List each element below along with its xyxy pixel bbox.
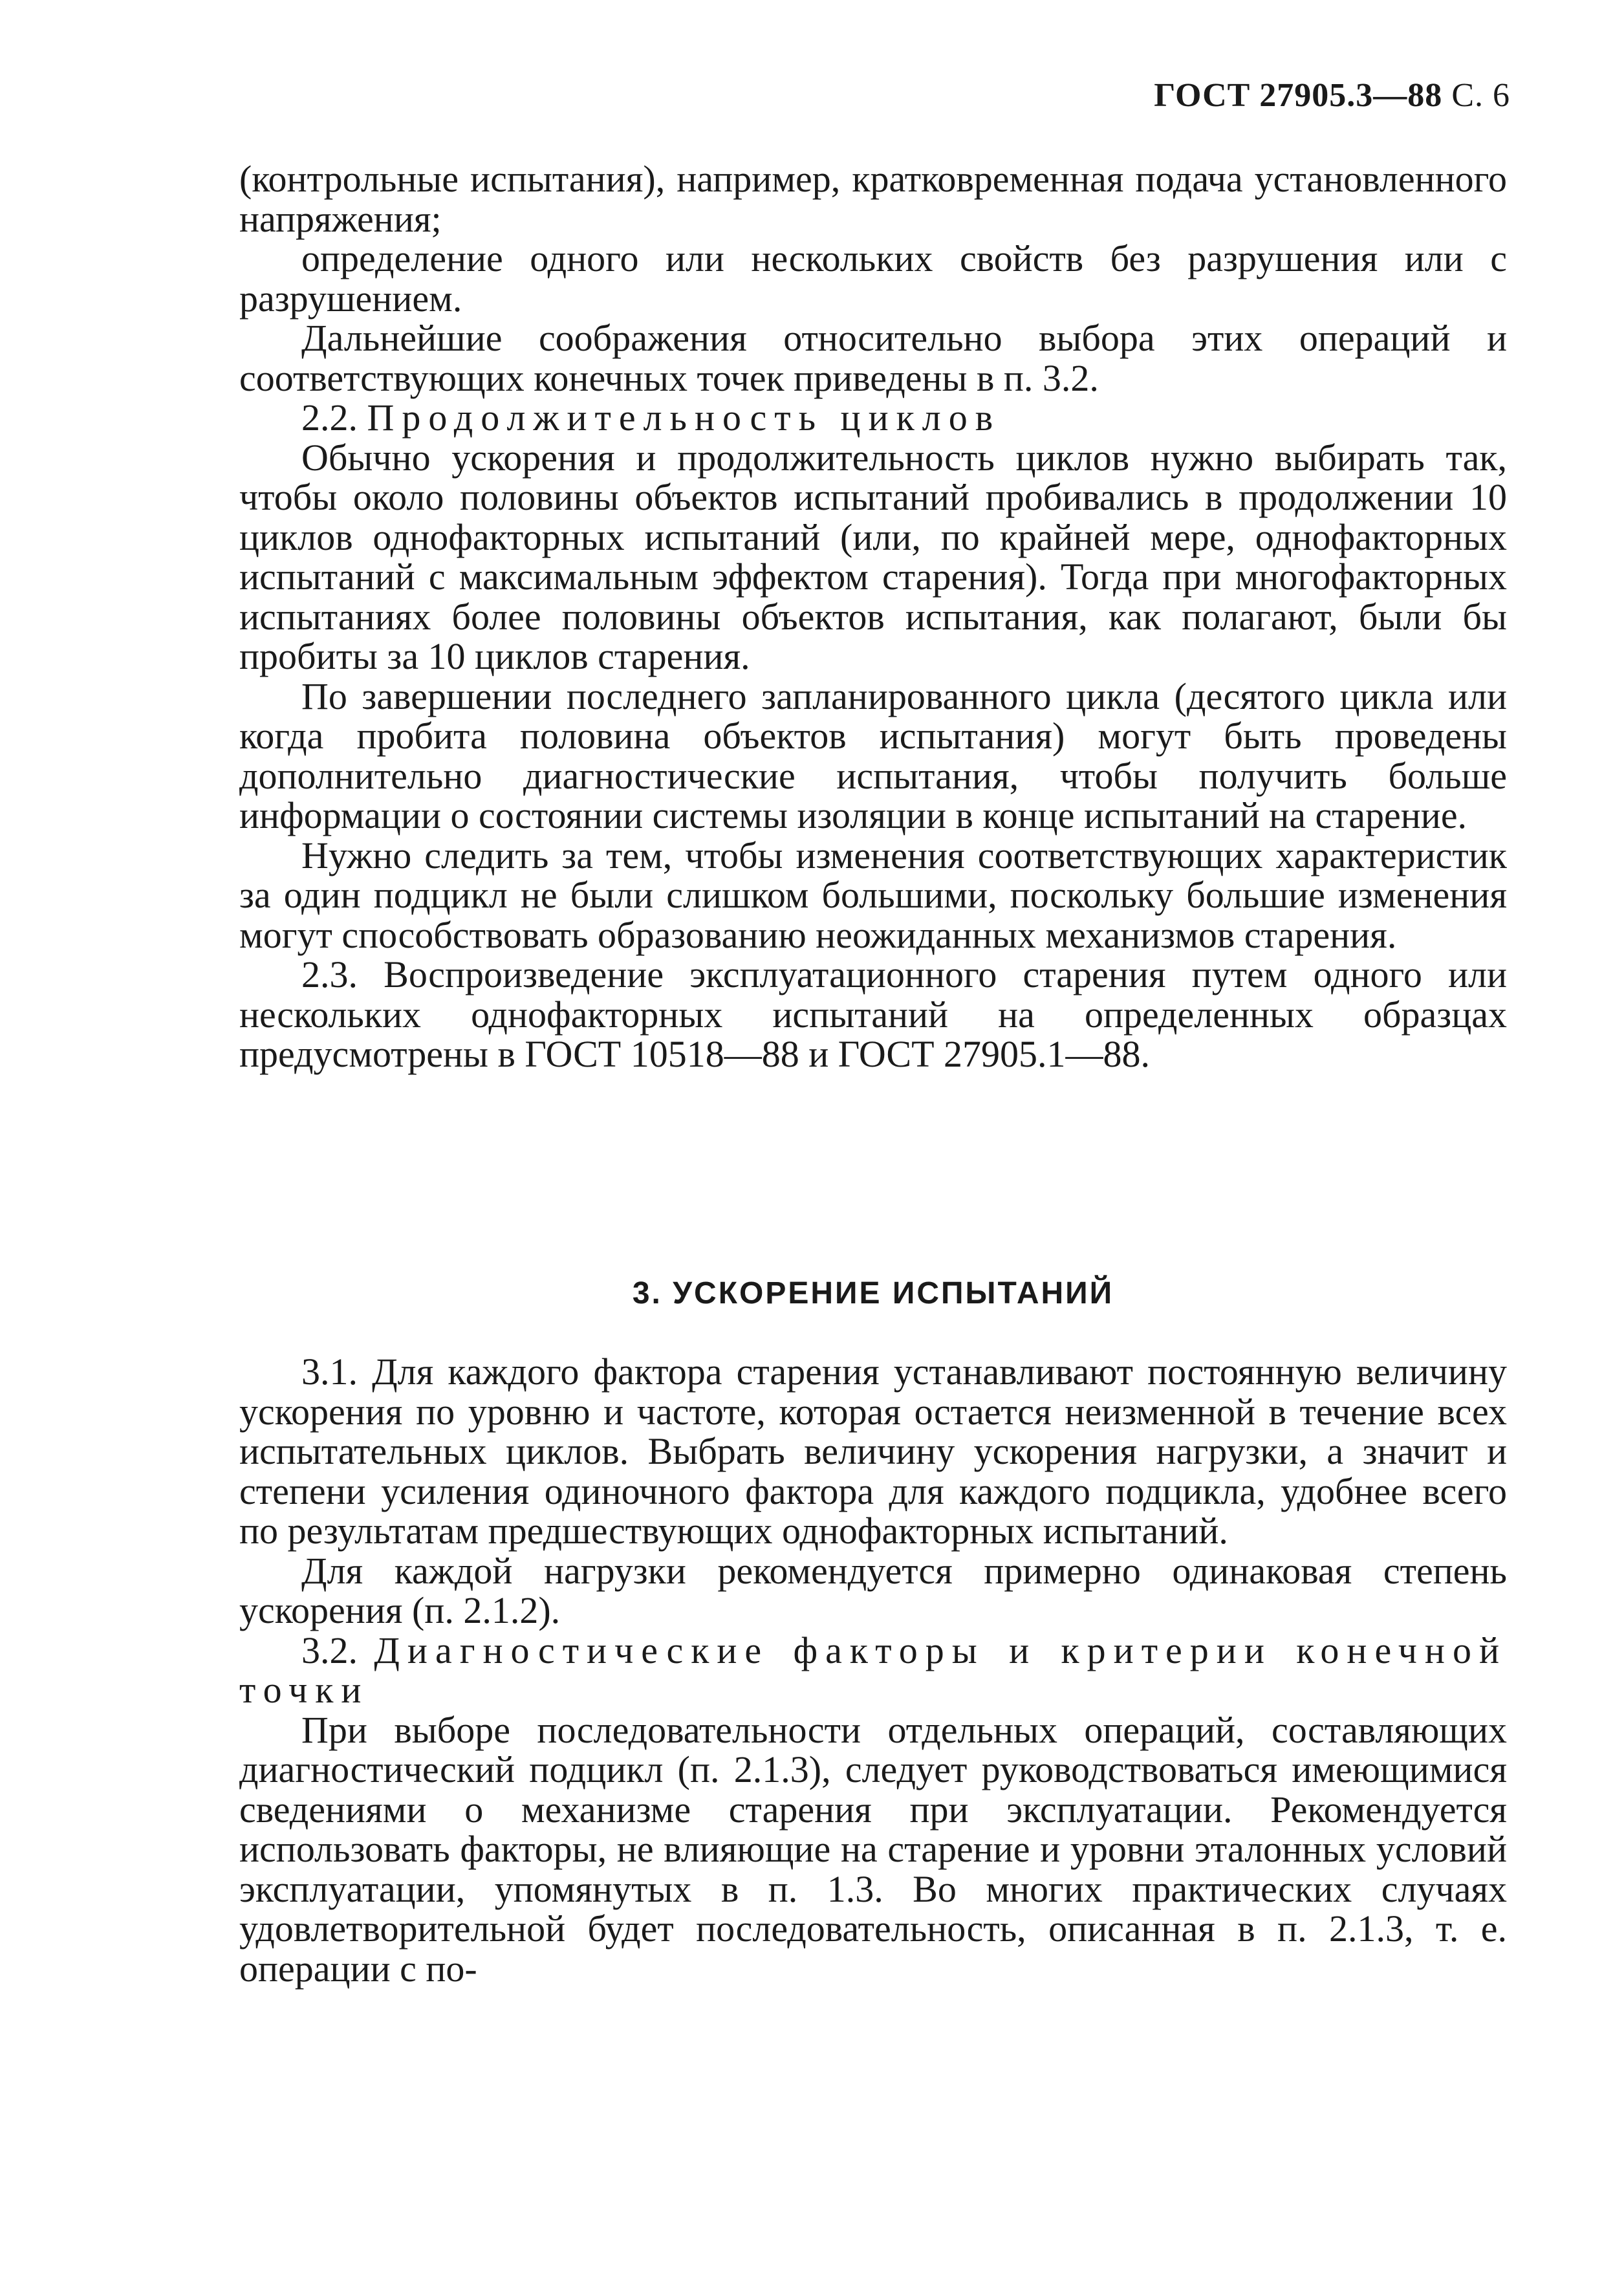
page-header: [1154, 76, 1510, 115]
standard-number: ГОСТ 27905.3—88: [1154, 77, 1443, 114]
paragraph-characteristic-changes: Нужно следить за тем, чтобы изменения соответствующих характеристик за один подцикл не были слишком большими, поскольку большие изменения могут способствовать образованию неожиданных механизмов старения.: [239, 834, 1507, 956]
paragraph-control-tests: (контрольные испытания), например, кратковременная подача установленного напряжения;: [239, 158, 1507, 240]
clause-3-2-title: [239, 1631, 1507, 1710]
paragraph-diagnostic-tests: По завершении последнего запланированного цикла (десятого цикла или когда пробита половина объектов испытания) могут быть проведены дополнительно диагностические испытания, чтобы получить больше информации о состоянии системы изоляции в конце испытаний на старение.: [239, 675, 1507, 836]
section-2-continued: [239, 159, 1507, 1074]
paragraph-property-determination: определение одного или нескольких свойств без разрушения или с разрушением.: [239, 237, 1507, 320]
paragraph-clause-3-1: 3.1. Для каждого фактора старения устанавливают постоянную величину ускорения по уровню и частоте, которая остается неизменной в течение всех испытательных циклов. Выбрать величину ускорения нагрузки, а значит и степени усиления одиночного фактора для каждого подцикла, удобнее всего по результатам предшествующих однофакторных испытаний.: [239, 1351, 1507, 1552]
clause-number: 2.2.: [301, 397, 358, 439]
paragraph-operation-sequence: При выборе последовательности отдельных операций, составляющих диагностический подцикл (п. 2.1.3), следует руководствоваться имеющимися сведениями о механизме старения при эксплуатации. Рекомендуется использовать факторы, не влияющие на старение и уровни эталонных условий эксплуатации, упомянутых в п. 1.3. Во многих практических случаях удовлетворительной будет последовательность, описанная в п. 2.1.3, т. е. операции с по-: [239, 1708, 1507, 1990]
section-3-body: [239, 1352, 1507, 1988]
clause-number: 3.2.: [301, 1629, 358, 1671]
clause-2-2-title: [239, 398, 1507, 438]
clause-title: Диагностические факторы и критерии конечной точки: [239, 1629, 1508, 1711]
paragraph-acceleration-degree: Для каждой нагрузки рекомендуется примерно одинаковая степень ускорения (п. 2.1.2).: [239, 1549, 1507, 1631]
page-number: С. 6: [1451, 77, 1510, 114]
paragraph-cycle-duration: Обычно ускорения и продолжительность циклов нужно выбирать так, чтобы около половины объектов испытаний пробивались в продолжении 10 циклов однофакторных испытаний (или, по крайней мере, однофакторных испытаний с максимальным эффектом старения). Тогда при многофакторных испытаниях более половины объектов испытания, как полагают, были бы пробиты за 10 циклов старения.: [239, 436, 1507, 677]
clause-title: Продолжительность циклов: [367, 397, 1001, 439]
section-3-heading: 3. УСКОРЕНИЕ ИСПЫТАНИЙ: [632, 1276, 1114, 1310]
paragraph-clause-2-3: 2.3. Воспроизведение эксплуатационного старения путем одного или нескольких однофакторных испытаний на определенных образцах предусмотрены в ГОСТ 10518—88 и ГОСТ 27905.1—88.: [239, 953, 1507, 1075]
paragraph-further-considerations: Дальнейшие соображения относительно выбора этих операций и соответствующих конечных точек приведены в п. 3.2.: [239, 317, 1507, 399]
